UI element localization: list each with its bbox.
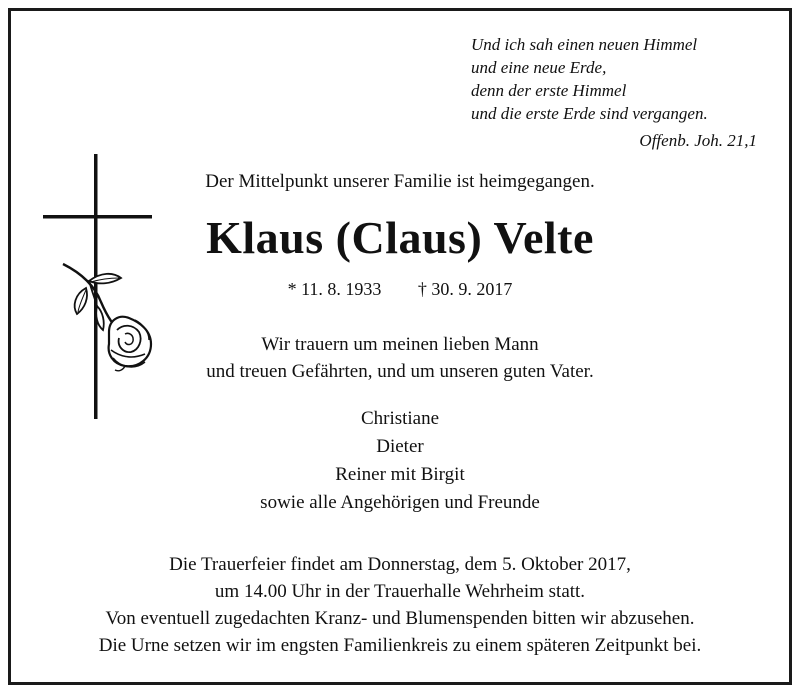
verse-line: und die erste Erde sind vergangen. [471, 104, 708, 123]
mourning-line: Wir trauern um meinen lieben Mann [261, 334, 539, 355]
family-member: sowie alle Angehörigen und Freunde [260, 492, 540, 513]
mourning-line: und treuen Gefährten, und um unseren guten Vater. [206, 361, 594, 382]
verse-line: und eine neue Erde, [471, 58, 607, 77]
mourning-text [11, 331, 789, 385]
verse-source: Offenb. Joh. 21,1 [639, 131, 757, 150]
verse-line: Und ich sah einen neuen Himmel [471, 35, 698, 54]
death-date: † 30. 9. 2017 [417, 279, 513, 299]
family-member: Dieter [376, 436, 424, 457]
obituary-notice [8, 8, 792, 685]
verse-line: denn der erste Himmel [471, 81, 627, 100]
family-member: Reiner mit Birgit [335, 464, 465, 485]
birth-date: * 11. 8. 1933 [287, 279, 382, 299]
bible-verse [471, 33, 708, 125]
service-line: Die Urne setzen wir im engsten Familienkreis zu einem späteren Zeitpunkt bei. [98, 635, 702, 656]
family-member: Christiane [360, 408, 440, 429]
deceased-name: Klaus (Claus) Velte [206, 212, 594, 263]
family-list [11, 405, 789, 517]
intro-line: Der Mittelpunkt unserer Familie ist heimgegangen. [205, 171, 595, 192]
life-dates [11, 279, 789, 300]
service-line: um 14.00 Uhr in der Trauerhalle Wehrheim statt. [214, 581, 586, 602]
service-line: Von eventuell zugedachten Kranz- und Blumenspenden bitten wir abzusehen. [105, 608, 695, 629]
service-line: Die Trauerfeier findet am Donnerstag, dem 5. Oktober 2017, [169, 554, 631, 575]
service-info [11, 551, 789, 659]
